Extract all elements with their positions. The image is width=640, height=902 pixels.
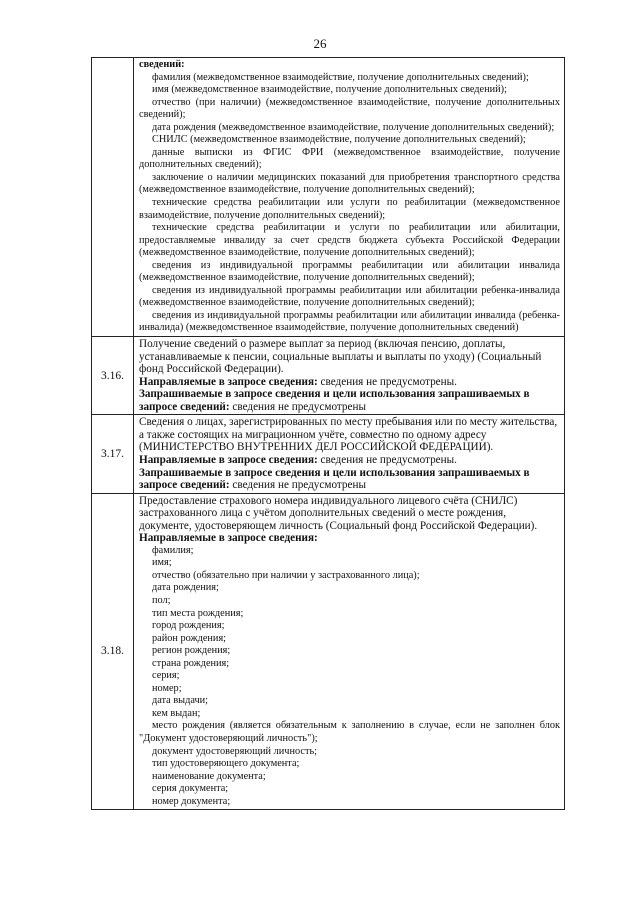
list-item: страна рождения; (152, 657, 230, 669)
list-item: дата выдачи; (152, 695, 209, 707)
sent-info (139, 454, 560, 467)
list-item: город рождения; (152, 620, 225, 632)
sent-label: Направляемые в запросе сведения: (139, 453, 318, 466)
service-description: Получение сведений о размере выплат за период (включая пенсию, доплаты, устанавливаемые к пенсии, социальные выплаты и выплаты по уходу) (Социальный фонд Российской Федерации). (139, 338, 542, 376)
list-item: пол; (152, 594, 171, 606)
list-item: сведения из индивидуальной программы реабилитации или абилитации инвалида (межведомственное взаимодействие, получение дополнительных сведений); (139, 259, 560, 284)
list-item: отчество (обязательно при наличии у застрахованного лица); (152, 569, 420, 581)
sent-label: Направляемые в запросе сведения: (139, 375, 318, 388)
list-item: тип места рождения; (152, 607, 244, 619)
list-item: технические средства реабилитации или услуги по реабилитации (межведомственное взаимодействие, получение дополнительных сведений); (139, 197, 560, 221)
requested-info (139, 467, 560, 492)
list-item: фамилия (межведомственное взаимодействие, получение дополнительных сведений); (152, 71, 529, 83)
list-item: заключение о наличии медицинских показаний для приобретения транспортного средства (межведомственное взаимодействие, получение дополнительных сведений); (139, 171, 560, 196)
table-row-3-17 (92, 415, 565, 493)
row-number: 3.18. (92, 493, 134, 810)
page-number: 26 (313, 36, 327, 51)
list-item: район рождения; (152, 632, 227, 644)
section-heading: сведений: (139, 59, 185, 70)
row-number: 3.16. (92, 337, 134, 415)
requested-label: Запрашиваемые в запросе сведения и цели использования запрашиваемых в запросе сведений: (139, 388, 530, 413)
service-description: Сведения о лицах, зарегистрированных по месту пребывания или по месту жительства, а также состоящих на миграционном учёте, совместно по одному адресу (МИНИСТЕРСТВО ВНУТРЕННИХ ДЕЛ РОССИЙСКОЙ ФЕДЕРАЦИИ). (139, 416, 558, 454)
list-item: место рождения (является обязательным к заполнению в случае, если не заполнен блок "Документ удостоверяющий личность"); (139, 720, 560, 744)
list-item: регион рождения; (152, 645, 231, 657)
requested-label: Запрашиваемые в запросе сведения и цели использования запрашиваемых в запросе сведений: (139, 466, 530, 492)
list-item: данные выписки из ФГИС ФРИ (межведомственное взаимодействие, получение дополнительных сведений); (139, 146, 560, 171)
service-description: Предоставление страхового номера индивидуального лицевого счёта (СНИЛС) застрахованного лица с учётом дополнительных сведений о месте рождения, документе, удостоверяющем личность (Социальный фонд Российской Федерации). (139, 494, 538, 532)
list-item: серия документа; (152, 783, 229, 795)
row-content (134, 337, 565, 415)
requested-value: сведения не предусмотрены (229, 400, 366, 413)
sent-label: Направляемые в запросе сведения: (139, 532, 318, 545)
sent-value: сведения не предусмотрены. (317, 453, 457, 466)
list-item: отчество (при наличии) (межведомственное взаимодействие, получение дополнительных сведений); (139, 96, 560, 121)
requested-info (139, 388, 560, 413)
list-item: СНИЛС (межведомственное взаимодействие, получение дополнительных сведений); (152, 134, 526, 146)
list-item: дата рождения; (152, 582, 219, 594)
list-item: сведения из индивидуальной программы реабилитации или абилитации инвалида (ребенка-инвалида) (межведомственное взаимодействие, получение дополнительных сведений) (139, 309, 560, 334)
list-item: номер документа; (152, 795, 231, 807)
list-item: серия; (152, 670, 180, 682)
row-content (134, 415, 565, 493)
list-item: документ удостоверяющий личность; (152, 745, 317, 757)
sent-info (139, 376, 560, 389)
requested-value: сведения не предусмотрены (229, 479, 366, 492)
table-row-3-18 (92, 493, 565, 810)
table-row-continued (92, 58, 565, 337)
list-item: кем выдан; (152, 707, 201, 719)
list-item: сведения из индивидуальной программы реабилитации или абилитации ребенка-инвалида (межведомственное взаимодействие, получение дополнительных сведений); (139, 284, 560, 309)
sent-value: сведения не предусмотрены. (317, 375, 457, 388)
list-item: имя; (152, 557, 172, 569)
services-table (91, 57, 565, 810)
table-row-3-16 (92, 337, 565, 415)
row-number: 3.17. (92, 415, 134, 493)
list-item: технические средства реабилитации и услуги по реабилитации или абилитации, предоставляемые инвалиду за счет средств бюджета субъекта Российской Федерации (межведомственное взаимодействие, получение дополнительных сведений); (139, 222, 560, 259)
row-content (134, 493, 565, 810)
list-item: номер; (152, 682, 182, 694)
row-content (134, 58, 565, 337)
list-item: наименование документа; (152, 770, 266, 782)
list-item: имя (межведомственное взаимодействие, получение дополнительных сведений); (152, 84, 507, 96)
row-number-cell (92, 58, 134, 337)
list-item: дата рождения (межведомственное взаимодействие, получение дополнительных сведений); (152, 121, 555, 133)
list-item: тип удостоверяющего документа; (152, 758, 300, 770)
list-item: фамилия; (152, 544, 194, 556)
